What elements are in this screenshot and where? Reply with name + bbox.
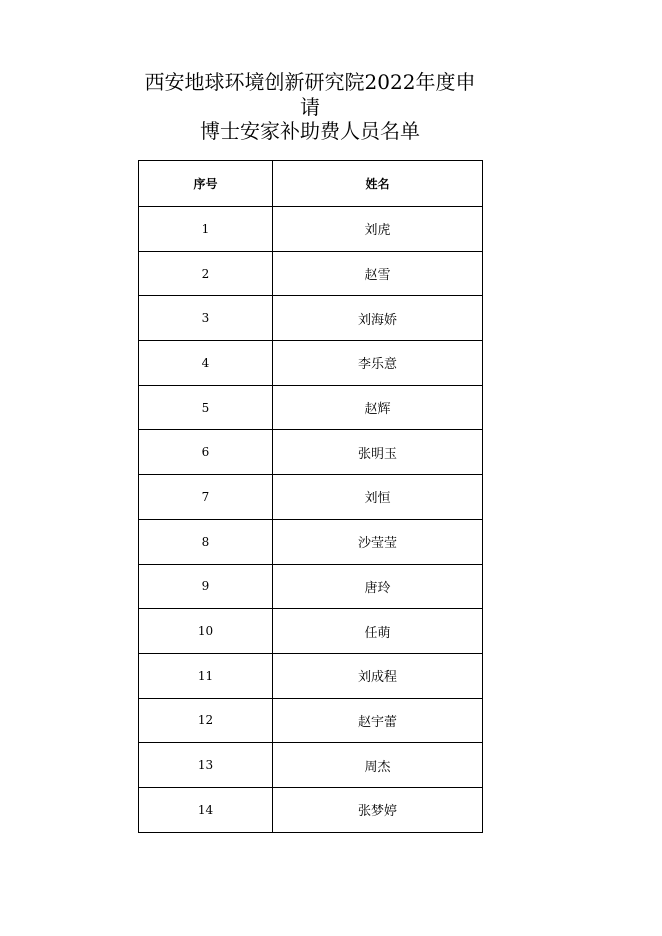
row-number-cell: 1 <box>139 207 273 252</box>
row-number-cell: 5 <box>139 385 273 430</box>
table-row <box>139 787 483 832</box>
table-row <box>139 564 483 609</box>
table-header <box>139 161 483 207</box>
name-cell: 赵辉 <box>273 385 483 430</box>
name-cell: 赵宇蕾 <box>273 698 483 743</box>
title-line-1: 西安地球环境创新研究院2022年度申 <box>144 70 476 94</box>
name-cell: 李乐意 <box>273 341 483 386</box>
row-number-cell: 4 <box>139 341 273 386</box>
name-cell: 周杰 <box>273 743 483 788</box>
name-cell: 刘成程 <box>273 653 483 698</box>
row-number-cell: 8 <box>139 519 273 564</box>
row-number-cell: 11 <box>139 653 273 698</box>
table-body <box>139 207 483 833</box>
row-number-cell: 2 <box>139 251 273 296</box>
name-cell: 赵雪 <box>273 251 483 296</box>
header-name: 姓名 <box>273 161 483 207</box>
title-line-3: 博士安家补助费人员名单 <box>200 119 420 143</box>
table-row <box>139 743 483 788</box>
table-row <box>139 341 483 386</box>
name-cell: 唐玲 <box>273 564 483 609</box>
row-number-cell: 3 <box>139 296 273 341</box>
row-number-cell: 9 <box>139 564 273 609</box>
table-row <box>139 207 483 252</box>
table-row <box>139 475 483 520</box>
table-row <box>139 430 483 475</box>
table-row <box>139 653 483 698</box>
personnel-table <box>138 160 483 833</box>
header-row <box>139 161 483 207</box>
row-number-cell: 7 <box>139 475 273 520</box>
name-cell: 刘虎 <box>273 207 483 252</box>
name-cell: 张明玉 <box>273 430 483 475</box>
table-row <box>139 609 483 654</box>
row-number-cell: 12 <box>139 698 273 743</box>
name-cell: 张梦婷 <box>273 787 483 832</box>
document-title <box>138 70 482 144</box>
name-cell: 沙莹莹 <box>273 519 483 564</box>
row-number-cell: 14 <box>139 787 273 832</box>
name-cell: 刘海娇 <box>273 296 483 341</box>
table-row <box>139 385 483 430</box>
row-number-cell: 13 <box>139 743 273 788</box>
title-line-2: 请 <box>300 94 320 119</box>
table-row <box>139 251 483 296</box>
row-number-cell: 10 <box>139 609 273 654</box>
table-row <box>139 698 483 743</box>
name-cell: 任萌 <box>273 609 483 654</box>
row-number-cell: 6 <box>139 430 273 475</box>
table-row <box>139 519 483 564</box>
name-cell: 刘恒 <box>273 475 483 520</box>
table-row <box>139 296 483 341</box>
header-number: 序号 <box>139 161 273 207</box>
